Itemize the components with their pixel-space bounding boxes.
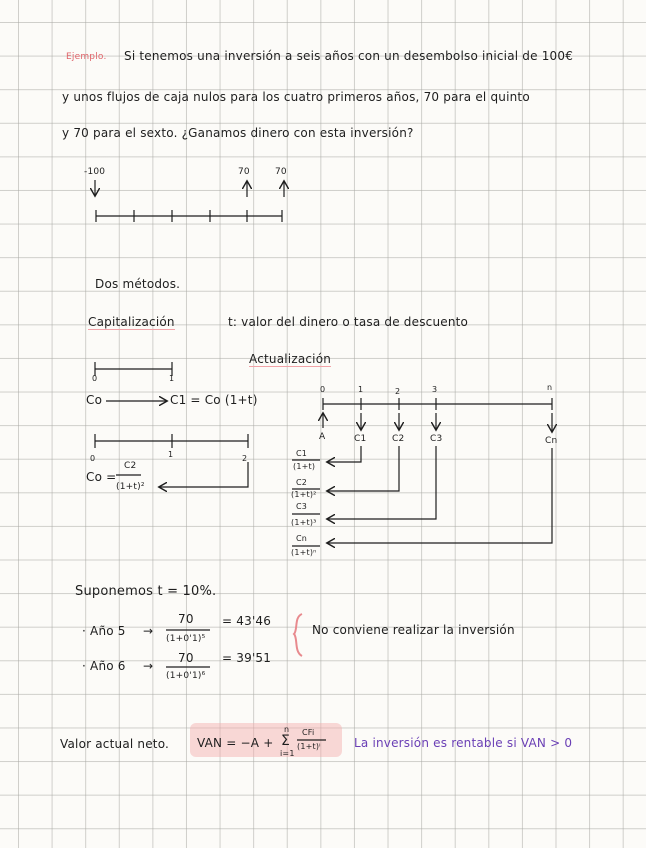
act-frac-1-num: C1 xyxy=(296,449,308,458)
cap-tick-1: 1 xyxy=(169,374,175,383)
year5-denominator: (1+0'1)⁵ xyxy=(166,634,206,644)
year6-value: = 39'51 xyxy=(222,651,272,665)
van-label: Valor actual neto. xyxy=(60,737,170,751)
van-lhs: VAN = −A + xyxy=(197,736,274,750)
van-denominator: (1+t)ⁱ xyxy=(297,742,321,751)
year6-denominator: (1+0'1)⁶ xyxy=(166,671,206,681)
van-sigma: Σ xyxy=(281,733,291,749)
act-tick-1: 1 xyxy=(358,385,364,394)
cap-c0: Co xyxy=(86,393,103,407)
conclusion: No conviene realizar la inversión xyxy=(312,623,515,637)
year6-numerator: 70 xyxy=(178,651,194,665)
timeline1-year5-value: 70 xyxy=(238,167,250,177)
intro-line-1: Si tenemos una inversión a seis años con un desembolso inicial de 100€ xyxy=(124,49,574,63)
act-frac-3-num: C3 xyxy=(296,502,308,511)
act-frac-4-num: Cn xyxy=(296,534,308,543)
cap2-tick-2: 2 xyxy=(242,454,248,463)
year5-label: · Año 5 xyxy=(82,624,126,638)
year5-numerator: 70 xyxy=(178,612,194,626)
example-label: Ejemplo. xyxy=(66,52,107,62)
capitalization-heading: Capitalización xyxy=(88,315,175,329)
van-note: La inversión es rentable si VAN > 0 xyxy=(354,736,573,750)
cap2-c0: Co = xyxy=(86,470,117,484)
cap2-return-arrow xyxy=(160,462,248,487)
actualization-heading: Actualización xyxy=(249,352,332,366)
cap2-tick-0: 0 xyxy=(90,454,96,463)
act-frac-2-den: (1+t)² xyxy=(291,490,317,499)
act-label-C3: C3 xyxy=(430,434,443,444)
intro-line-2: y unos flujos de caja nulos para los cuatro primeros años, 70 para el quinto xyxy=(62,90,530,104)
act-label-A: A xyxy=(319,432,326,442)
timeline1-initial: -100 xyxy=(84,167,106,177)
act-tick-0: 0 xyxy=(320,385,326,394)
conclusion-brace xyxy=(294,614,302,656)
assumption: Suponemos t = 10%. xyxy=(75,584,217,599)
cap2-numerator: C2 xyxy=(124,461,137,471)
act-label-C2: C2 xyxy=(392,434,405,444)
t-definition: t: valor del dinero o tasa de descuento xyxy=(228,315,469,329)
van-numerator: CFi xyxy=(302,728,315,737)
van-sigma-top: n xyxy=(284,725,290,734)
act-tick-2: 2 xyxy=(395,387,401,396)
methods-title: Dos métodos. xyxy=(95,277,181,291)
year5-arrow: → xyxy=(143,624,154,638)
act-tick-3: 3 xyxy=(432,385,438,394)
act-frac-3-den: (1+t)³ xyxy=(291,518,317,527)
act-label-C1: C1 xyxy=(354,434,367,444)
intro-line-3: y 70 para el sexto. ¿Ganamos dinero con esta inversión? xyxy=(62,126,414,140)
act-label-Cn: Cn xyxy=(545,436,558,446)
act-frac-4-den: (1+t)ⁿ xyxy=(291,548,317,557)
act-frac-2-num: C2 xyxy=(296,478,308,487)
cap2-denominator: (1+t)² xyxy=(116,482,145,492)
cap-result: C1 = Co (1+t) xyxy=(170,393,258,407)
act-tick-n: n xyxy=(547,383,553,392)
year5-value: = 43'46 xyxy=(222,614,272,628)
cap2-tick-1: 1 xyxy=(168,450,174,459)
act-frac-1-den: (1+t) xyxy=(293,462,316,471)
year6-label: · Año 6 xyxy=(82,659,126,673)
year6-arrow: → xyxy=(143,659,154,673)
timeline1-year6-value: 70 xyxy=(275,167,287,177)
van-sigma-bottom: i=1 xyxy=(280,749,295,758)
cap-tick-0: 0 xyxy=(92,374,98,383)
